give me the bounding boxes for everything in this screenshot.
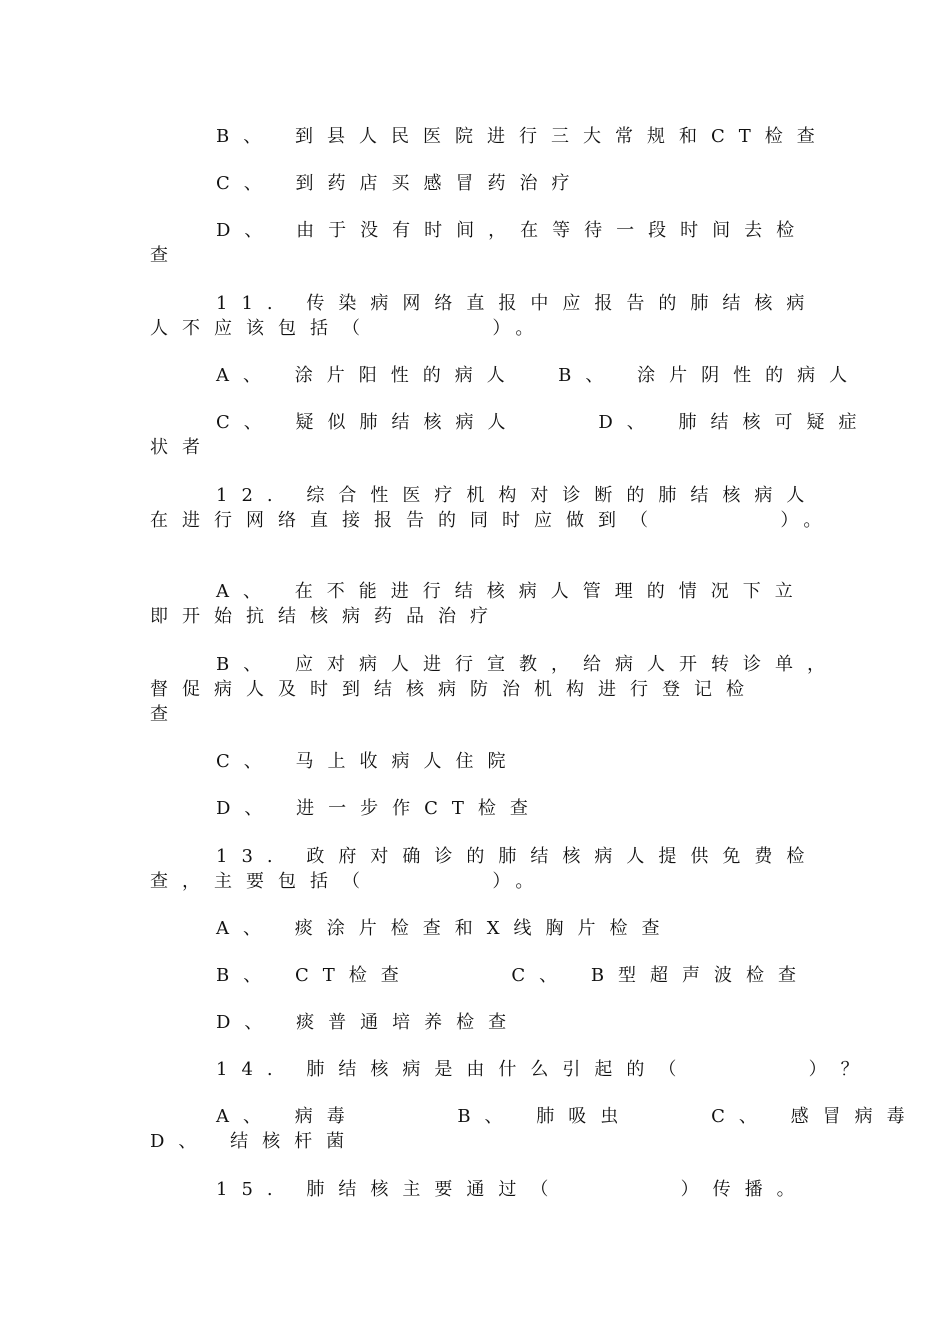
- question-line-continuation: 查，主要包括（ ）。: [150, 871, 548, 892]
- option-line-continuation: 状者: [150, 437, 214, 458]
- option-line: B、 应对病人进行宣教，给病人开转诊单，: [216, 654, 839, 675]
- question-line-continuation: 人不应该包括（ ）。: [150, 318, 548, 339]
- option-line: A、 在不能进行结核病人管理的情况下立: [216, 581, 807, 602]
- option-line: D、 进一步作CT检查: [216, 798, 542, 819]
- option-line-continuation: 查: [150, 704, 182, 725]
- option-line: D、 由于没有时间，在等待一段时间去检: [216, 220, 809, 241]
- option-line: D、 痰普通培养检查: [216, 1012, 521, 1033]
- question-line: 11. 传染病网络直报中应报告的肺结核病: [216, 293, 819, 314]
- option-line: C、 疑似肺结核病人 D、 肺结核可疑症: [216, 412, 871, 433]
- question-line: 13. 政府对确诊的肺结核病人提供免费检: [216, 846, 819, 867]
- option-line: A、 痰涂片检查和X线胸片检查: [216, 918, 674, 939]
- option-line: C、 马上收病人住院: [216, 751, 520, 772]
- option-line: A、 病毒 B、 肺吸虫 C、 感冒病毒: [216, 1106, 919, 1127]
- option-line-continuation: D、 结核杆菌: [150, 1131, 359, 1152]
- question-line: 12. 综合性医疗机构对诊断的肺结核病人: [216, 485, 819, 506]
- option-line: B、 到县人民医院进行三大常规和CT检查: [216, 126, 829, 147]
- option-line: C、 到药店买感冒药治疗: [216, 173, 584, 194]
- question-line: 15. 肺结核主要通过（ ）传播。: [216, 1179, 809, 1200]
- question-line-continuation: 在进行网络直接报告的同时应做到（ ）。: [150, 510, 836, 531]
- option-line: B、 CT检查 C、 B型超声波检查: [216, 965, 811, 986]
- option-line-continuation: 查: [150, 245, 182, 266]
- option-line-continuation: 督促病人及时到结核病防治机构进行登记检: [150, 679, 758, 700]
- option-line-continuation: 即开始抗结核病药品治疗: [150, 606, 502, 627]
- option-line: A、 涂片阳性的病人 B、 涂片阴性的病人: [216, 365, 862, 386]
- question-line: 14. 肺结核病是由什么引起的（ ）？: [216, 1059, 873, 1080]
